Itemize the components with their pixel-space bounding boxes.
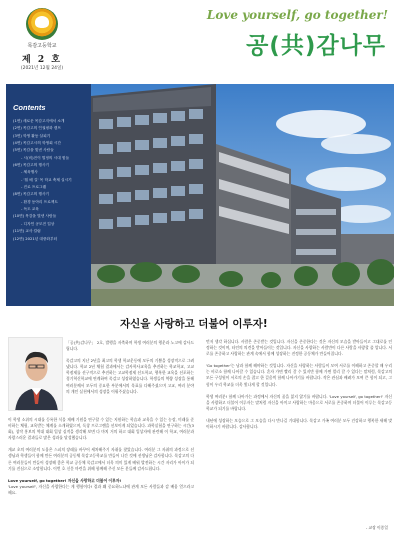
school-logo	[26, 8, 58, 40]
slogan: Love yourself, go together!	[206, 8, 388, 22]
article-paragraph: 이 학생 소위의 시대를 등록한 식물 재배 기원을 연구할 수 있는 지원하는 학습과 교육을 수 있는 농장, 미래를 준비하는 체험, 교육받는 체계를 소개하였으며, 독창 프로그램을 선보이게 되었습니다. 과학실험을 연구하는 시간(3회), 창작 홍보의 역대 대회 입상 실적을 생각해 보면 다 마치 거의 하고 대회 입상자에 관련해 이 학교, 여러분과 자랑스러운 결과들로 많은 성과를 달성했습니다.	[8, 417, 194, 441]
article-right-column	[206, 339, 392, 436]
article-headline: 자신을 사랑하고 더불어 이루자!	[120, 318, 268, 330]
contents-item: - '흰 배 길' 목 학교 축제 실시기	[21, 177, 72, 182]
contents-item: (6면) 목감고의 행사기	[13, 163, 50, 168]
contents-item: (1면) 새로운 목감고지에서 소개	[13, 119, 65, 123]
article-paragraph: 학생 여러분! 함께 나아가는 과정에서 자신의 꿈을 잃지 않기를 바랍니다. 'Love yourself, go together!' 자신을 사랑하고 더불어 이루자는 말처럼 자신을 아끼고 사랑하는 마음으로 서로를 존중하며 더불어 이루는 목감고등학교가 되기를 바랍니다.	[206, 393, 392, 411]
table-of-contents	[13, 118, 91, 243]
contents-title: Contents	[13, 103, 46, 112]
article-paragraph: 'Love yourself', 자신을 사랑한다는 게 행함이다! 결과 왜 중요하느냐에 관계 모든 사람들과 감 배움 얻으라고 해요.	[8, 483, 194, 495]
issue-number: 제 2 호	[22, 55, 62, 65]
article-signature: - 교장 이종일	[365, 525, 388, 530]
contents-item: - 환경 동아리 프로젝트	[21, 199, 58, 204]
article-subheading: Love yourself, go together! 자신을 사랑하고 더불어 이루자!	[8, 477, 122, 483]
contents-item: - 진로 프로그램	[21, 185, 47, 190]
contents-item: (2면) 목감고의 인권평화 캠프	[13, 126, 61, 131]
contents-item: (4면) 목감고시의 학생회 시간	[13, 141, 61, 146]
contents-item: (3면) 학생 활동 살피기	[13, 133, 51, 138]
principal-portrait	[8, 337, 63, 411]
contents-item: - 체육행사	[21, 170, 38, 175]
contents-item: (10면) 목감을 빛낸 사람들	[13, 214, 57, 219]
article-paragraph: 내년에 성장하는 모습으로 그 모습을 다시 만나길 기대합니다. 목감고 가족 여러분 모두 건강하고 행복한 새해 맞이하시기 바랍니다. 감사합니다.	[206, 417, 392, 430]
article-intro-column	[66, 340, 194, 401]
school-name: 목감고등학교	[27, 43, 57, 49]
article-paragraph: 'Go together'는 남과 함께 해야하는 것입니다. 자신을 사랑하는 사람들이 모여 서로를 이해하고 존중할 때 우리는 비로소 함께 나아갈 수 있습니다. 혼자 가면 빨리 갈 수 있지만 함께 가면 멀리 갈 수 있다는 말처럼, 목감고의 모든 구성원이 서로의 손을 잡고 한 걸음씩 함께 나아가기를 바랍니다. 작은 관심과 배려가 모여 큰 힘이 되고, 그 힘이 우리 학교를 더욱 빛나게 할 것입니다.	[206, 363, 392, 387]
contents-item: (12면) 2021년 대중화부터	[13, 236, 58, 241]
article-paragraph: 「공(共)감나무」 2호, 발행을 자축하며 학생 여러분의 행운과 노고에 감사드립니다.	[66, 340, 194, 352]
contents-item: - 독도 교육	[21, 207, 39, 212]
contents-item: - 디자인 공모전 입상	[21, 221, 55, 226]
newspaper-title: 공(共)감나무	[246, 33, 386, 59]
article-paragraph: 먼저 생각 하십니다. 사람은 존중받는 것입니다. 자신을 존중한다는 것은 자신의 모습을 받아들이고 그대로를 인정하는 것이며, 타인의 의견을 받아들이는 것입니다. 자신을 사랑하는 사람만이 다른 사람을 사랑할 줄 압니다. 서로를 존중하고 사랑하는 관계 속에서 함께 성장하는 진정한 공동체가 만들어집니다.	[206, 339, 392, 357]
contents-item: (5면) 목감을 빛낸 사람들	[13, 148, 54, 153]
contents-item: - 시(비)전이 열정의 시대 힘들	[21, 155, 70, 160]
article-left-column	[8, 417, 194, 502]
issue-date: (2021년 12월 24일)	[20, 66, 64, 71]
contents-sidebar	[6, 84, 91, 306]
contents-item: (8면) 목감고의 행사기	[13, 192, 50, 197]
contents-item: (11면) 교사 칼럼	[13, 229, 41, 234]
article-paragraph: 목감고의 지난 2년을 최고의 학생 학교운동에 모두의 기쁨을 성장적으로 그려냈니다. 학교 2년 체험 결과에서는 감사학사교육을 추진하는 학교학교, 고교학점제를 선구적으로 추진하는 고교학점제 선도학교, 행복한 교육을 선포하는 경기혁신학교에 연계하여 목감고 성장하였습니다. 학생들의 역량 성장을 통해 여러분께서 모두의 중요한 부분에서의 목표를 다해주셨으며 고교, 여러 분야의 개인 실천에서의 성장을 이뤄주셨습니다.	[66, 358, 194, 394]
school-building-photo	[91, 84, 394, 306]
article-paragraph: 개교 초의 여러분의 도움은 스피치 장래를 바꾸어 세차해주기 자취를 찾았습니다. 여러분 그 자취의 과정으로 선생님과 학생들이 함께 만든 여러분의 공동체 목감고등학교를 만들어 나간 것에 선생님은 감사합니다. 목감고의 다른 여러분들이 만들어 성장해 좋은 학교 공동체 목감고에서 더욱 의미 있게 배워 발전하는 시간 자리가 아이가 되기를 진심으로 소망합니다. 이번 호 신문 마련을 위해 함께해 주신 모든 분들께 감사드립니다.	[8, 447, 194, 471]
